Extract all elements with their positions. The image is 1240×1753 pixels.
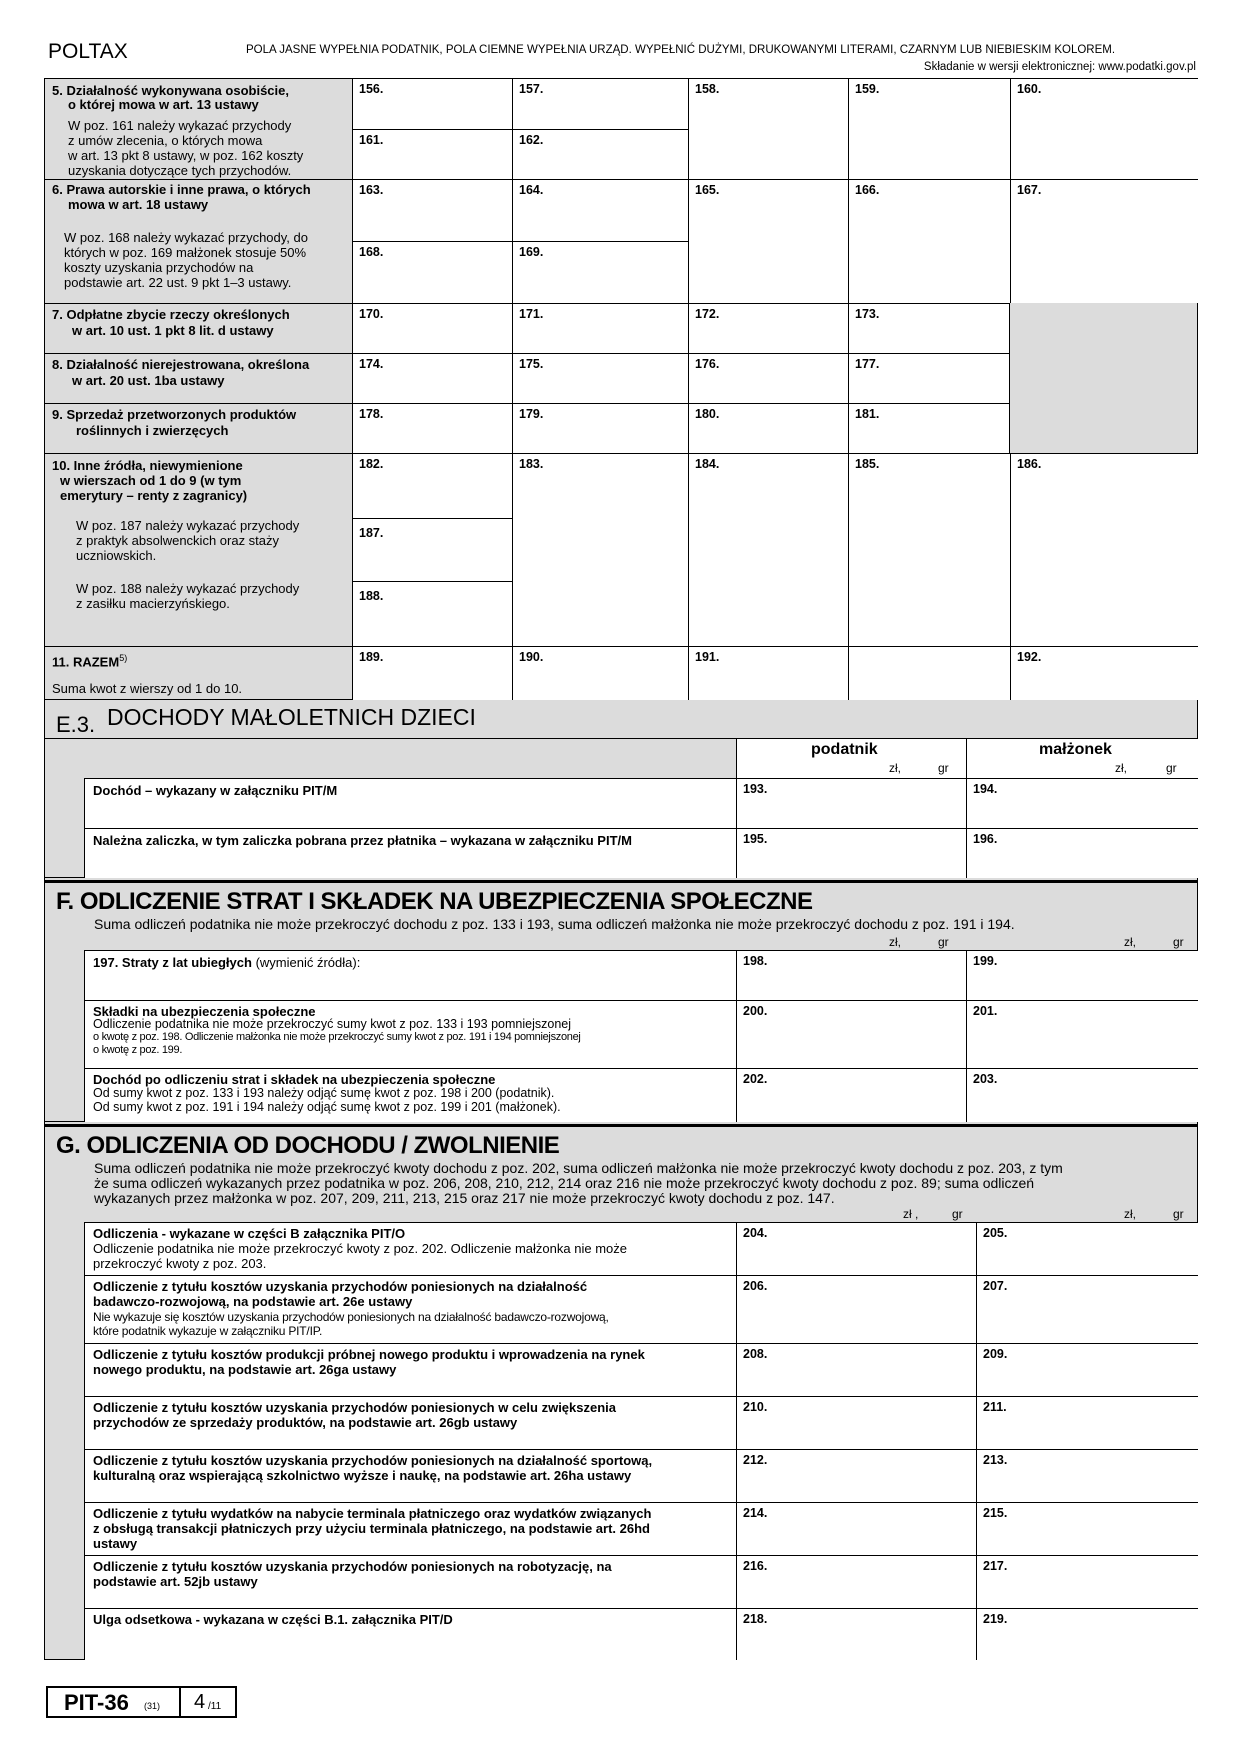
- field-203[interactable]: 203.: [966, 1068, 1198, 1122]
- f-title: F. ODLICZENIE STRAT I SKŁADEK NA UBEZPIECZENIA SPOŁECZNE: [56, 888, 813, 915]
- field-156[interactable]: 156.: [352, 78, 512, 129]
- field-159[interactable]: 159.: [848, 78, 1010, 179]
- field-214[interactable]: 214.: [736, 1502, 976, 1555]
- field-195[interactable]: 195.: [736, 828, 966, 878]
- field-182[interactable]: 182.: [352, 453, 512, 518]
- g-row-sport-kultura: Odliczenie z tytułu kosztów uzyskania przychodów poniesionych na działalność sportową, kulturalną oraz wspierającą szkolnictwo wyższe i naukę, na podstawie art. 26ha ustawy: [84, 1449, 736, 1502]
- field-174[interactable]: 174.: [352, 353, 512, 403]
- field-177[interactable]: 177.: [848, 353, 1010, 403]
- field-181[interactable]: 181.: [848, 403, 1010, 453]
- form-instructions: POLA JASNE WYPEŁNIA PODATNIK, POLA CIEMNE WYPEŁNIA URZĄD. WYPEŁNIĆ DUŻYMI, DRUKOWANYMI LITERAMI, CZARNYM LUB NIEBIESKIM KOLOREM.: [246, 44, 1116, 56]
- field-196[interactable]: 196.: [966, 828, 1198, 878]
- row10-note-2: z praktyk absolwenckich oraz staży: [76, 533, 280, 548]
- field-205[interactable]: 205.: [976, 1222, 1198, 1275]
- field-160[interactable]: 160.: [1010, 78, 1198, 179]
- row6-note-2: których w poz. 169 małżonek stosuje 50%: [64, 245, 307, 260]
- g-row-zwiekszenie-przychodow: Odliczenie z tytułu kosztów uzyskania przychodów poniesionych w celu zwiększenia przychodów ze sprzedaży produktów, na podstawie art. 26gb ustawy: [84, 1396, 736, 1449]
- field-198[interactable]: 198.: [736, 950, 966, 1000]
- g-row-produkcja-probna: Odliczenie z tytułu kosztów produkcji próbnej nowego produktu i wprowadzenia na rynek nowego produktu, na podstawie art. 26ga ustawy: [84, 1343, 736, 1396]
- e3-col-malzonek: małżonek zł, gr: [966, 738, 1198, 778]
- e3-prefix: E.3.: [56, 712, 96, 737]
- f-zl-2: zł,: [1124, 935, 1136, 949]
- field-204[interactable]: 204.: [736, 1222, 976, 1275]
- field-167[interactable]: 167.: [1010, 179, 1198, 303]
- g-zl-1: zł ,: [903, 1207, 919, 1221]
- row5-note-4: uzyskania dotyczące tych przychodów.: [68, 163, 292, 178]
- g-row-robotyzacja: Odliczenie z tytułu kosztów uzyskania przychodów poniesionych na robotyzację, na podstawie art. 52jb ustawy: [84, 1555, 736, 1608]
- g-gr-1: gr: [952, 1207, 963, 1221]
- field-194[interactable]: 194.: [966, 778, 1198, 828]
- g-row-ulga-odsetkowa: Ulga odsetkowa - wykazana w części B.1. załącznika PIT/D: [84, 1608, 736, 1660]
- field-219[interactable]: 219.: [976, 1608, 1198, 1660]
- row11-note: Suma kwot z wierszy od 1 do 10.: [52, 681, 243, 696]
- electronic-filing-note: Składanie w wersji elektronicznej: www.podatki.gov.pl: [923, 61, 1196, 73]
- row10-note-3: uczniowskich.: [76, 548, 157, 563]
- field-184[interactable]: 184.: [688, 453, 848, 646]
- row6-note: W poz. 168 należy wykazać przychody, do: [64, 230, 308, 245]
- e3-col-podatnik: podatnik zł, gr: [736, 738, 966, 778]
- field-209[interactable]: 209.: [976, 1343, 1198, 1396]
- f-gr-1: gr: [938, 935, 949, 949]
- e3-row-zaliczka: Należna zaliczka, w tym zaliczka pobrana przez płatnika – wykazana w załączniku PIT/M: [84, 828, 736, 878]
- field-179[interactable]: 179.: [512, 403, 688, 453]
- row7-title: 7. Odpłatne zbycie rzeczy określonych: [52, 307, 290, 322]
- field-175[interactable]: 175.: [512, 353, 688, 403]
- field-218[interactable]: 218.: [736, 1608, 976, 1660]
- row5-title-2: o której mowa w art. 13 ustawy: [68, 97, 259, 112]
- f-gr-2: gr: [1173, 935, 1184, 949]
- field-165[interactable]: 165.: [688, 179, 848, 303]
- footer-form-id: PIT-36 (31): [46, 1686, 181, 1718]
- field-158[interactable]: 158.: [688, 78, 848, 179]
- field-170[interactable]: 170.: [352, 303, 512, 353]
- field-171[interactable]: 171.: [512, 303, 688, 353]
- field-191[interactable]: 191.: [688, 646, 848, 700]
- field-202[interactable]: 202.: [736, 1068, 966, 1122]
- f-row-skladki: Składki na ubezpieczenia społeczne Odliczenie podatnika nie może przekroczyć sumy kwot z poz. 133 i 193 pomniejszonej o kwotę z poz. 198. Odliczenie małżonka nie może przekroczyć sumy kwot z poz. 191 i 194 pomniejszonej o kwotę z poz. 199.: [84, 1000, 736, 1068]
- field-210[interactable]: 210.: [736, 1396, 976, 1449]
- field-163[interactable]: 163.: [352, 179, 512, 241]
- row6-note-3: koszty uzyskania przychodów na: [64, 260, 254, 275]
- row9-title: 9. Sprzedaż przetworzonych produktów: [52, 407, 297, 422]
- g-subtitle-3: wykazanych przez małżonka w poz. 207, 209, 211, 213, 215 oraz 217 nie może przekroczyć kwoty dochodu z poz. 147.: [94, 1190, 835, 1206]
- field-168[interactable]: 168.: [352, 241, 512, 303]
- field-176[interactable]: 176.: [688, 353, 848, 403]
- g-subtitle-2: że suma odliczeń wykazanych przez podatnika w poz. 206, 208, 210, 212, 214 oraz 216 nie może przekroczyć kwoty dochodu z poz. 89; suma odliczeń: [94, 1175, 1035, 1191]
- row6-title: 6. Prawa autorskie i inne prawa, o których: [52, 182, 311, 197]
- g-gr-2: gr: [1173, 1207, 1184, 1221]
- field-212[interactable]: 212.: [736, 1449, 976, 1502]
- field-190[interactable]: 190.: [512, 646, 688, 700]
- field-216[interactable]: 216.: [736, 1555, 976, 1608]
- field-207[interactable]: 207.: [976, 1275, 1198, 1343]
- row7-title-2: w art. 10 ust. 1 pkt 8 lit. d ustawy: [72, 323, 274, 338]
- field-201[interactable]: 201.: [966, 1000, 1198, 1068]
- e3-row-dochod: Dochód – wykazany w załączniku PIT/M: [84, 778, 736, 828]
- field-206[interactable]: 206.: [736, 1275, 976, 1343]
- row5-title: 5. Działalność wykonywana osobiście,: [52, 83, 289, 98]
- field-183[interactable]: 183.: [512, 453, 688, 646]
- field-187[interactable]: 187.: [352, 518, 512, 581]
- field-188[interactable]: 188.: [352, 581, 512, 646]
- field-178[interactable]: 178.: [352, 403, 512, 453]
- field-185[interactable]: 185.: [848, 453, 1010, 646]
- field-162[interactable]: 162.: [512, 129, 688, 179]
- field-172[interactable]: 172.: [688, 303, 848, 353]
- row10-note: W poz. 187 należy wykazać przychody: [76, 518, 300, 533]
- field-217[interactable]: 217.: [976, 1555, 1198, 1608]
- f-row-dochod-po-odliczeniu: Dochód po odliczeniu strat i składek na ubezpieczenia społeczne Od sumy kwot z poz. 133 i 193 należy odjąć sumę kwot z poz. 198 i 200 (podatnik). Od sumy kwot z poz. 191 i 194 należy odjąć sumę kwot z poz. 199 i 201 (małżonek).: [84, 1068, 736, 1122]
- field-211[interactable]: 211.: [976, 1396, 1198, 1449]
- field-208[interactable]: 208.: [736, 1343, 976, 1396]
- field-193[interactable]: 193.: [736, 778, 966, 828]
- row11-title: 11. RAZEM$^{5)}$: [52, 653, 128, 670]
- field-166[interactable]: 166.: [848, 179, 1010, 303]
- row8-title-2: w art. 20 ust. 1ba ustawy: [72, 373, 225, 388]
- field-200[interactable]: 200.: [736, 1000, 966, 1068]
- row5-note-3: w art. 13 pkt 8 ustawy, w poz. 162 koszty: [68, 148, 304, 163]
- field-169[interactable]: 169.: [512, 241, 688, 303]
- e3-title: DOCHODY MAŁOLETNICH DZIECI: [107, 704, 476, 730]
- g-row-pit-o: Odliczenia - wykazane w części B załącznika PIT/O Odliczenie podatnika nie może przekroczyć kwoty z poz. 202. Odliczenie małżonka nie może przekroczyć kwoty z poz. 203.: [84, 1222, 736, 1275]
- field-173[interactable]: 173.: [848, 303, 1010, 353]
- field-164[interactable]: 164.: [512, 179, 688, 241]
- row6-title-2: mowa w art. 18 ustawy: [68, 197, 209, 212]
- row9-title-2: roślinnych i zwierzęcych: [76, 423, 229, 438]
- g-zl-2: zł,: [1124, 1207, 1136, 1221]
- row6-note-4: podstawie art. 22 ust. 9 pkt 1–3 ustawy.: [64, 275, 292, 290]
- field-161[interactable]: 161.: [352, 129, 512, 179]
- field-189[interactable]: 189.: [352, 646, 512, 700]
- row5-note: W poz. 161 należy wykazać przychody: [68, 118, 292, 133]
- g-row-terminal-platniczy: Odliczenie z tytułu wydatków na nabycie terminala płatniczego oraz wydatków związanych z obsługą transakcji płatniczych przy użyciu terminala płatniczego, na podstawie art. 26hd ustawy: [84, 1502, 736, 1555]
- field-157[interactable]: 157.: [512, 78, 688, 129]
- g-row-badawczo-rozwojowa: Odliczenie z tytułu kosztów uzyskania przychodów poniesionych na działalność badawczo-rozwojową, na podstawie art. 26e ustawy Nie wykazuje się kosztów uzyskania przychodów poniesionych na działalność badawczo-rozwojową, które podatnik wykazuje w załączniku PIT/IP.: [84, 1275, 736, 1343]
- row10-title-3: emerytury – renty z zagranicy): [60, 488, 248, 503]
- row8-title: 8. Działalność nierejestrowana, określona: [52, 357, 310, 372]
- field-213[interactable]: 213.: [976, 1449, 1198, 1502]
- footer-page-number: 4 /11: [179, 1686, 237, 1718]
- field-shaded: [848, 646, 1010, 700]
- row10-note-4: W poz. 188 należy wykazać przychody: [76, 581, 300, 596]
- g-subtitle-1: Suma odliczeń podatnika nie może przekroczyć kwoty dochodu z poz. 202, suma odliczeń małżonka nie może przekroczyć kwoty dochodu z poz. 203, z tym: [94, 1160, 1063, 1176]
- field-180[interactable]: 180.: [688, 403, 848, 453]
- field-199[interactable]: 199.: [966, 950, 1198, 1000]
- row10-note-5: z zasiłku macierzyńskiego.: [76, 596, 230, 611]
- field-186[interactable]: 186.: [1010, 453, 1198, 646]
- field-192[interactable]: 192.: [1010, 646, 1198, 700]
- f-subtitle: Suma odliczeń podatnika nie może przekroczyć dochodu z poz. 133 i 193, suma odliczeń małżonka nie może przekroczyć dochodu z poz. 191 i 194.: [94, 916, 1015, 932]
- row10-title: 10. Inne źródła, niewymienione: [52, 458, 243, 473]
- brand-logo: POLTAX: [48, 40, 128, 63]
- row5-note-2: z umów zlecenia, o których mowa: [68, 133, 263, 148]
- g-title: G. ODLICZENIA OD DOCHODU / ZWOLNIENIE: [56, 1132, 560, 1159]
- field-215[interactable]: 215.: [976, 1502, 1198, 1555]
- f-row-straty: 197. Straty z lat ubiegłych (wymienić źródła):: [84, 950, 736, 1000]
- f-zl-1: zł,: [889, 935, 901, 949]
- row10-title-2: w wierszach od 1 do 9 (w tym: [60, 473, 242, 488]
